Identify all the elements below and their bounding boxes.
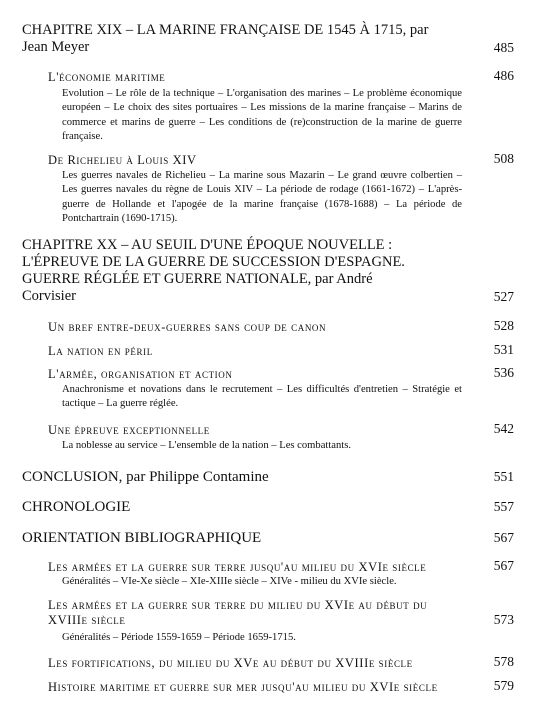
toc-section[interactable] [48,68,514,86]
section-description: Anachronisme et novations dans le recrutement – Les difficultés d'entretien – Stratégie et tactique – La guerre réglée. [62,384,462,410]
page-number: 542 [493,421,514,436]
page-number: 573 [493,612,514,627]
section-description: Les guerres navales de Richelieu – La marine sous Mazarin – Le grand œuvre colbertien – Les guerres navales du règne de Louis XIV – La période de rodage (1661-1672) – L'après-guerre de Hollande et l'apogée de la marine française (1678-1688) – La période de Pontchartrain (1690-1715). [62,170,462,225]
toc-entry-chapter-20[interactable] [22,237,514,305]
section-title: Un bref entre-deux-guerres sans coup de canon [48,320,327,334]
toc-entry-conclusion[interactable] [22,469,514,486]
section-description: Généralités – Période 1559-1659 – Période 1659-1715. [62,632,296,643]
toc-section[interactable] [48,421,514,439]
page-number: 579 [493,678,514,693]
toc-section[interactable] [48,318,514,336]
page-number: 486 [493,68,514,83]
section-title: L'armée, organisation et action [48,367,233,381]
toc-section[interactable] [48,558,514,576]
toc-section[interactable] [48,342,514,360]
toc-section[interactable] [48,654,514,672]
toc-entry-chapter-19[interactable] [22,22,514,56]
toc-entry-bibliographie[interactable] [22,530,514,547]
entry-title: CHAPITRE XIX – LA MARINE FRANÇAISE DE 1545 À 1715, par Jean Meyer [22,22,429,55]
section-title: Les armées et la guerre sur terre du milieu du XVIe au début du XVIIIe siècle [48,598,428,627]
page-number: 536 [493,365,514,380]
page-number: 531 [493,342,514,357]
section-title: La nation en péril [48,344,153,358]
toc-entry-chronologie[interactable] [22,499,514,516]
section-title: Les fortifications, du milieu du XVe au début du XVIIIe siècle [48,656,413,670]
page-number: 508 [493,151,514,166]
section-title: L'économie maritime [48,70,166,84]
page-number: 527 [493,289,514,304]
section-title: De Richelieu à Louis XIV [48,153,197,167]
page-number: 551 [493,469,514,484]
entry-title: CHAPITRE XX – AU SEUIL D'UNE ÉPOQUE NOUVELLE : L'ÉPREUVE DE LA GUERRE DE SUCCESSION D'ESPAGNE. GUERRE RÉGLÉE ET GUERRE NATIONALE, par André Corvisier [22,237,405,304]
page-number: 557 [493,499,514,514]
entry-title: CONCLUSION, par Philippe Contamine [22,469,269,485]
section-title: Les armées et la guerre sur terre jusqu'au milieu du XVIe siècle [48,560,427,574]
section-description: Evolution – Le rôle de la technique – L'organisation des marines – Le problème économique européen – Le choix des sites portuaires – Les missions de la marine française – Marins de commerce et marins de guerre – Les conditions de (re)construction de la marine de guerre française. [62,88,462,143]
page-number: 567 [493,530,514,545]
page-number: 578 [493,654,514,669]
toc-section[interactable] [48,678,514,696]
page-number: 567 [493,558,514,573]
entry-title: CHRONOLOGIE [22,499,131,515]
section-title: Histoire maritime et guerre sur mer jusqu'au milieu du XVIe siècle [48,680,438,694]
entry-title: ORIENTATION BIBLIOGRAPHIQUE [22,530,262,546]
toc-section[interactable] [48,598,514,628]
toc-section[interactable] [48,151,514,169]
section-description: Généralités – VIe-Xe siècle – XIe-XIIIe siècle – XIVe - milieu du XVIe siècle. [62,576,397,587]
page-number: 528 [493,318,514,333]
section-title: Une épreuve exceptionnelle [48,423,210,437]
section-description: La noblesse au service – L'ensemble de la nation – Les combattants. [62,440,352,451]
toc-section[interactable] [48,365,514,383]
page-number: 485 [493,40,514,55]
